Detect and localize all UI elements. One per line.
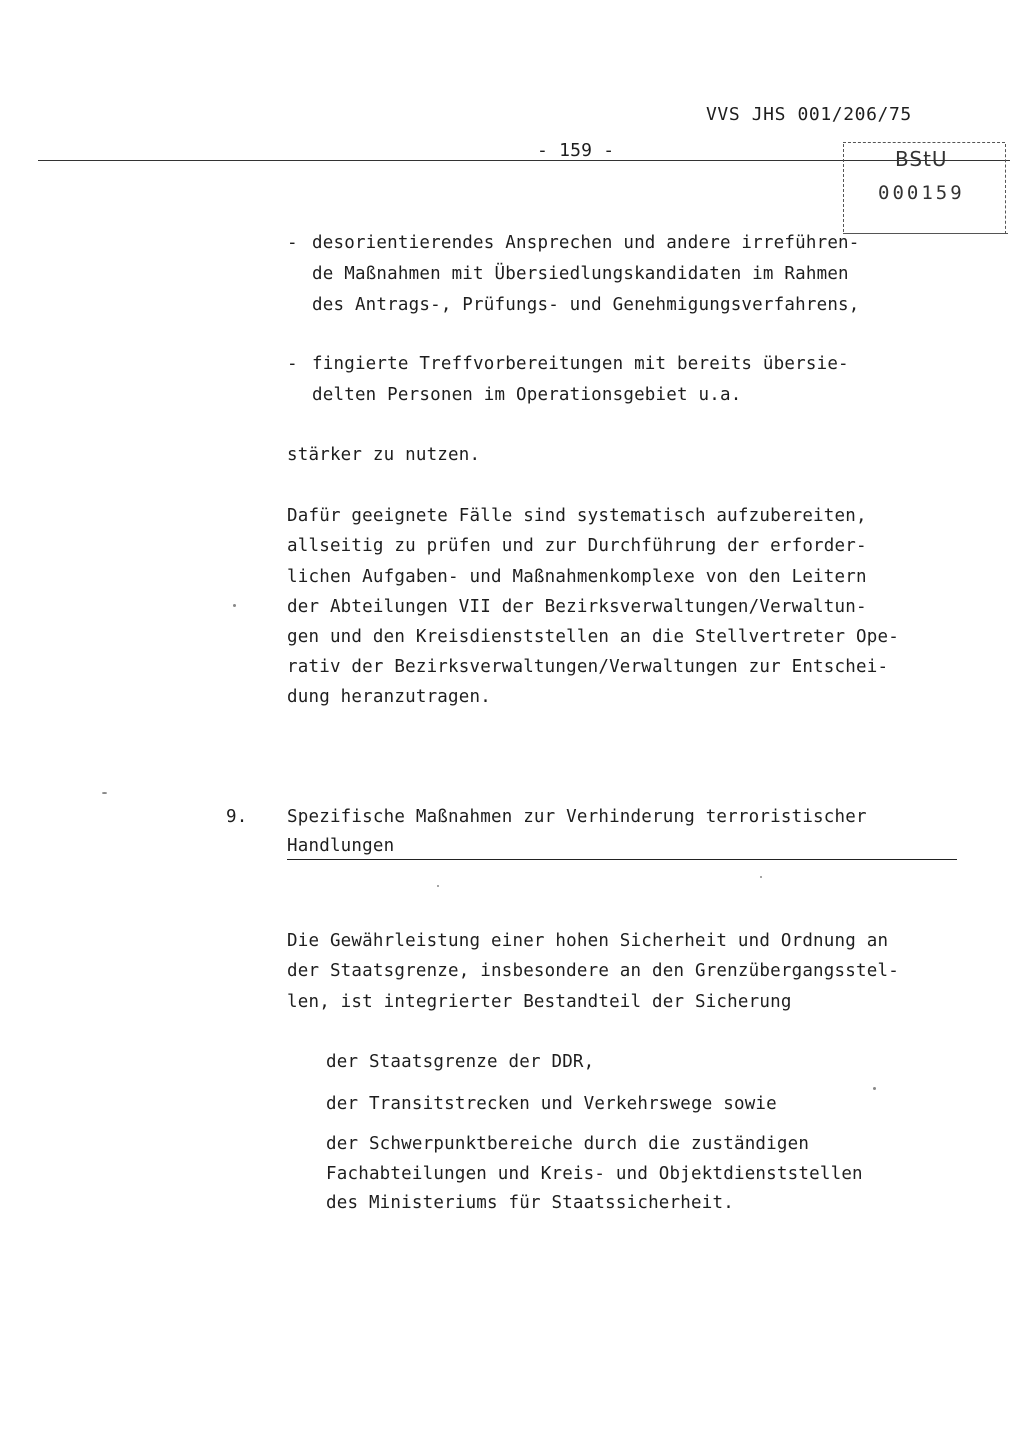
- paragraph-line: dung heranzutragen.: [287, 687, 491, 707]
- paragraph-line: Die Gewährleistung einer hohen Sicherheit und Ordnung an: [287, 931, 889, 951]
- page-number: - 159 -: [537, 140, 615, 161]
- scan-speck: [233, 604, 236, 607]
- stamp-border-bottom: [843, 233, 1008, 234]
- section-title-line: Handlungen: [287, 836, 395, 856]
- stamp-number: 000159: [878, 182, 965, 204]
- paragraph-line: der Staatsgrenze, insbesondere an den Grenzübergangsstel-: [287, 961, 899, 981]
- indented-item: der Staatsgrenze der DDR,: [326, 1052, 595, 1072]
- section-title-underline: [287, 859, 957, 860]
- stamp-logo: BStU: [895, 147, 948, 171]
- stamp-border-top: [843, 142, 1005, 143]
- indented-item: der Schwerpunktbereiche durch die zuständigen: [326, 1134, 810, 1154]
- bullet-marker: -: [287, 233, 298, 253]
- bullet-line: fingierte Treffvorbereitungen mit bereits übersie-: [312, 354, 849, 374]
- paragraph-line: allseitig zu prüfen und zur Durchführung der erforder-: [287, 536, 867, 556]
- closing-line: stärker zu nutzen.: [287, 445, 481, 465]
- document-reference: VVS JHS 001/206/75: [706, 104, 912, 125]
- bullet-line: de Maßnahmen mit Übersiedlungskandidaten im Rahmen: [312, 264, 849, 284]
- indented-item: des Ministeriums für Staatssicherheit.: [326, 1193, 734, 1213]
- scan-speck: [873, 1087, 876, 1090]
- bullet-line: desorientierendes Ansprechen und andere irreführen-: [312, 233, 860, 253]
- bullet-line: delten Personen im Operationsgebiet u.a.: [312, 385, 742, 405]
- indented-item: der Transitstrecken und Verkehrswege sowie: [326, 1094, 777, 1114]
- stamp-border-right: [1005, 144, 1006, 234]
- paragraph-line: rativ der Bezirksverwaltungen/Verwaltungen zur Entschei-: [287, 657, 889, 677]
- paragraph-line: len, ist integrierter Bestandteil der Sicherung: [287, 992, 792, 1012]
- paragraph-line: gen und den Kreisdienststellen an die Stellvertreter Ope-: [287, 627, 899, 647]
- scan-speck: [760, 876, 762, 878]
- section-number: 9.: [226, 807, 248, 827]
- archive-stamp: [843, 140, 1008, 235]
- indented-item: Fachabteilungen und Kreis- und Objektdienststellen: [326, 1164, 863, 1184]
- paragraph-line: Dafür geeignete Fälle sind systematisch aufzubereiten,: [287, 506, 867, 526]
- paragraph-line: lichen Aufgaben- und Maßnahmenkomplexe von den Leitern: [287, 567, 867, 587]
- scan-speck: [437, 885, 439, 887]
- bullet-marker: -: [287, 354, 298, 374]
- bullet-line: des Antrags-, Prüfungs- und Genehmigungsverfahrens,: [312, 295, 860, 315]
- section-title-line: Spezifische Maßnahmen zur Verhinderung terroristischer: [287, 807, 867, 827]
- paragraph-line: der Abteilungen VII der Bezirksverwaltungen/Verwaltun-: [287, 597, 867, 617]
- scan-speck: [102, 792, 107, 794]
- stamp-border-left: [843, 144, 844, 232]
